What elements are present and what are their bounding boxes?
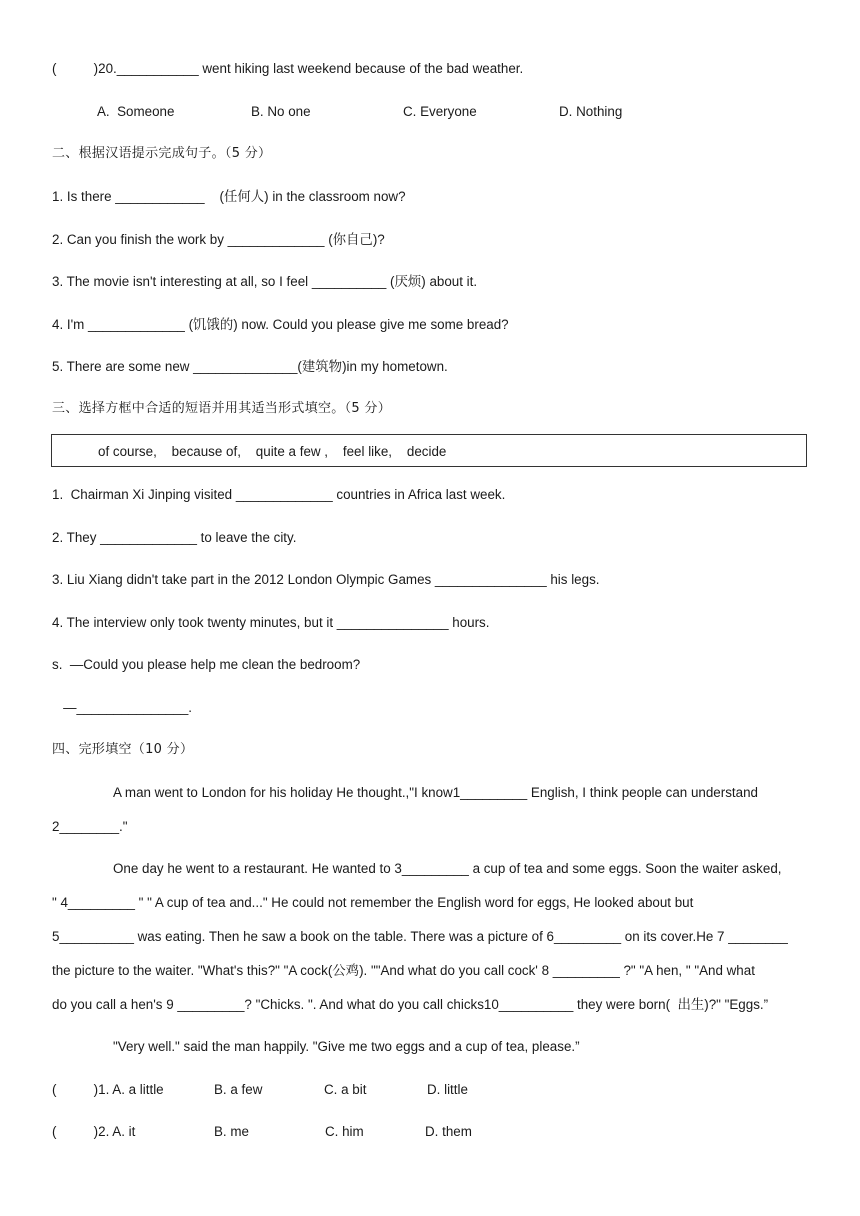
- section-2-heading: 二、根据汉语提示完成句子。（5 分）: [52, 146, 272, 161]
- section-3-item-5: s. —Could you please help me clean the bedroom?: [52, 657, 361, 672]
- section-3-item-4: 4. The interview only took twenty minutes, but it _______________ hours.: [52, 615, 490, 630]
- cloze-question-2-stem: ( )2. A. it: [52, 1124, 136, 1139]
- cloze-question-2-option-d: D. them: [425, 1124, 472, 1139]
- section-2-item-1: 1. Is there ____________ (任何人) in the classroom now?: [52, 189, 406, 204]
- word-box-text: of course, because of, quite a few , feel like, decide: [98, 444, 447, 459]
- section-2-item-4: 4. I'm _____________ (饥饿的) now. Could you please give me some bread?: [52, 317, 509, 332]
- cloze-question-1-stem: ( )1. A. a little: [52, 1082, 164, 1097]
- passage-line: " 4_________ " " A cup of tea and..." He could not remember the English word for eggs, He looked about but: [52, 895, 694, 910]
- passage-line: "Very well." said the man happily. "Give me two eggs and a cup of tea, please.”: [113, 1039, 580, 1054]
- cloze-question-1-option-c: C. a bit: [324, 1082, 367, 1097]
- option-d: D. Nothing: [559, 104, 623, 119]
- section-2-item-3: 3. The movie isn't interesting at all, so I feel __________ (厌烦) about it.: [52, 274, 478, 289]
- question-20-stem: ( )20.___________ went hiking last weekend because of the bad weather.: [52, 61, 524, 76]
- section-3-item-2: 2. They _____________ to leave the city.: [52, 530, 297, 545]
- section-3-item-1: 1. Chairman Xi Jinping visited _____________ countries in Africa last week.: [52, 487, 506, 502]
- cloze-question-2-option-c: C. him: [325, 1124, 364, 1139]
- section-3-item-5-answer: —_______________.: [52, 700, 192, 715]
- passage-line: One day he went to a restaurant. He wanted to 3_________ a cup of tea and some eggs. Soon the waiter asked,: [113, 861, 782, 876]
- passage-line: 2________.": [52, 819, 128, 834]
- section-4-heading: 四、完形填空（10 分）: [52, 742, 194, 757]
- section-2-item-2: 2. Can you finish the work by _____________ (你自己)?: [52, 232, 385, 247]
- option-b: B. No one: [251, 104, 311, 119]
- word-box: [51, 434, 807, 467]
- option-c: C. Everyone: [403, 104, 477, 119]
- section-2-item-5: 5. There are some new ______________(建筑物)in my hometown.: [52, 359, 448, 374]
- section-3-item-3: 3. Liu Xiang didn't take part in the 2012 London Olympic Games _______________ his legs.: [52, 572, 600, 587]
- passage-line: 5__________ was eating. Then he saw a book on the table. There was a picture of 6_________ on its cover.He 7 ________: [52, 929, 788, 944]
- cloze-question-2-option-b: B. me: [214, 1124, 249, 1139]
- passage-line: A man went to London for his holiday He thought.,"I know1_________ English, I think people can understand: [113, 785, 758, 800]
- cloze-question-1-option-d: D. little: [427, 1082, 468, 1097]
- passage-line: the picture to the waiter. "What's this?" "A cock(公鸡). ""And what do you call cock' 8 _________ ?" "A hen, " "And what: [52, 963, 755, 978]
- passage-line: do you call a hen's 9 _________? "Chicks. ". And what do you call chicks10__________ they were born( 出生)?" "Eggs.”: [52, 997, 769, 1012]
- option-a: A. Someone: [97, 104, 175, 119]
- cloze-question-1-option-b: B. a few: [214, 1082, 263, 1097]
- section-3-heading: 三、选择方框中合适的短语并用其适当形式填空。（5 分）: [52, 401, 392, 416]
